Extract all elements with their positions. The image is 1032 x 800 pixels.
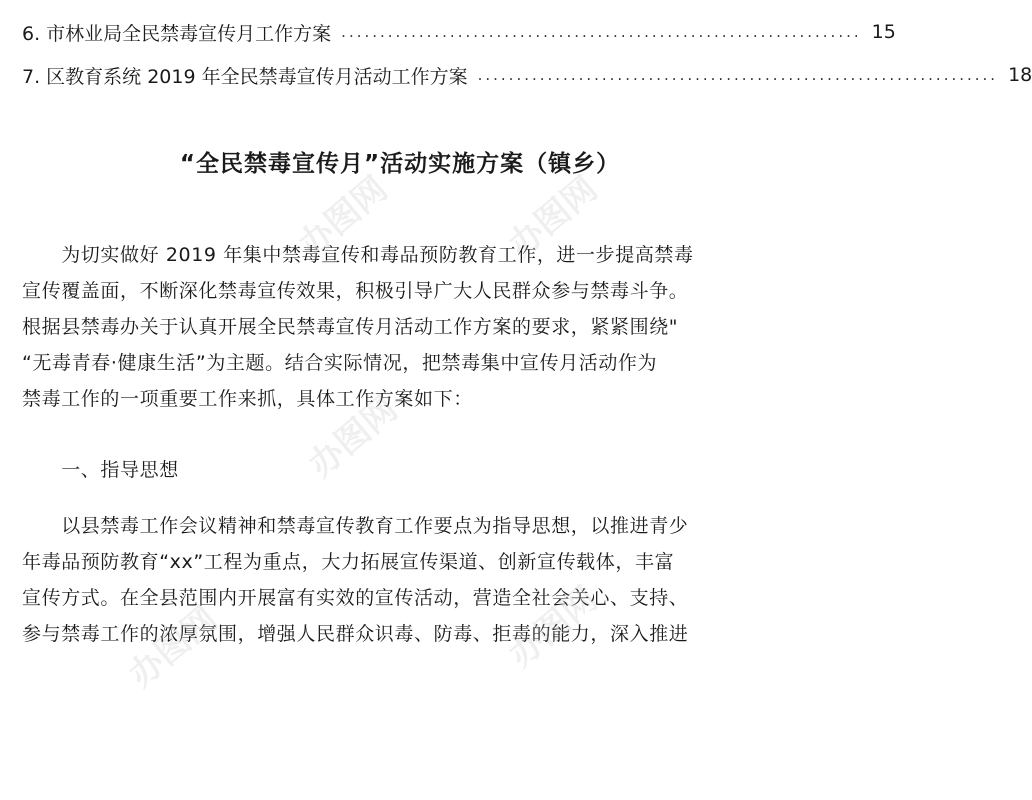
document-title: “全民禁毒宣传月”活动实施方案（镇乡）: [179, 151, 621, 177]
paragraph-line: 参与禁毒工作的浓厚氛围，增强人民群众识毒、防毒、拒毒的能力，深入推进: [22, 623, 689, 645]
paragraph-line: 禁毒工作的一项重要工作来抓，具体工作方案如下：: [22, 388, 473, 410]
toc-leader-dots: ...................................................................: [477, 66, 999, 84]
paragraph-line: 宣传方式。在全县范围内开展富有实效的宣传活动，营造全社会关心、支持、: [22, 587, 689, 609]
paragraph-line: “无毒青春·健康生活”为主题。结合实际情况，把禁毒集中宣传月活动作为: [22, 352, 658, 374]
paragraph-line: 以县禁毒工作会议精神和禁毒宣传教育工作要点为指导思想，以推进青少: [22, 515, 689, 537]
toc-page-number: 15: [871, 21, 896, 43]
watermark: 办图网: [291, 169, 396, 266]
paragraph-line: 宣传覆盖面，不断深化禁毒宣传效果，积极引导广大人民群众参与禁毒斗争。: [22, 280, 689, 302]
toc-entry-6[interactable]: [22, 17, 896, 47]
intro-paragraph: [22, 237, 752, 417]
toc-entry-label: 7. 区教育系统 2019 年全民禁毒宣传月活动工作方案: [22, 65, 468, 88]
watermark: 办图网: [501, 169, 606, 266]
paragraph-line: 根据县禁毒办关于认真开展全民禁毒宣传月活动工作方案的要求，紧紧围绕": [22, 316, 679, 338]
toc-entry-7[interactable]: [22, 60, 1032, 90]
toc-leader-dots: ...................................................................: [341, 23, 862, 41]
watermark: 办图网: [501, 579, 606, 676]
paragraph-line: 年毒品预防教育“xx”工程为重点，大力拓展宣传渠道、创新宣传载体，丰富: [22, 551, 675, 573]
section-heading-text: 一、指导思想: [22, 459, 179, 481]
toc-page-number: 18: [1008, 64, 1032, 86]
toc-entry-label: 6. 市林业局全民禁毒宣传月工作方案: [22, 22, 332, 45]
watermark: 办图网: [121, 599, 226, 696]
watermark: 办图网: [301, 389, 406, 486]
guiding-ideology-paragraph: [22, 508, 752, 652]
section-heading: [22, 452, 752, 488]
paragraph-line: 为切实做好 2019 年集中禁毒宣传和毒品预防教育工作，进一步提高禁毒: [22, 244, 694, 266]
